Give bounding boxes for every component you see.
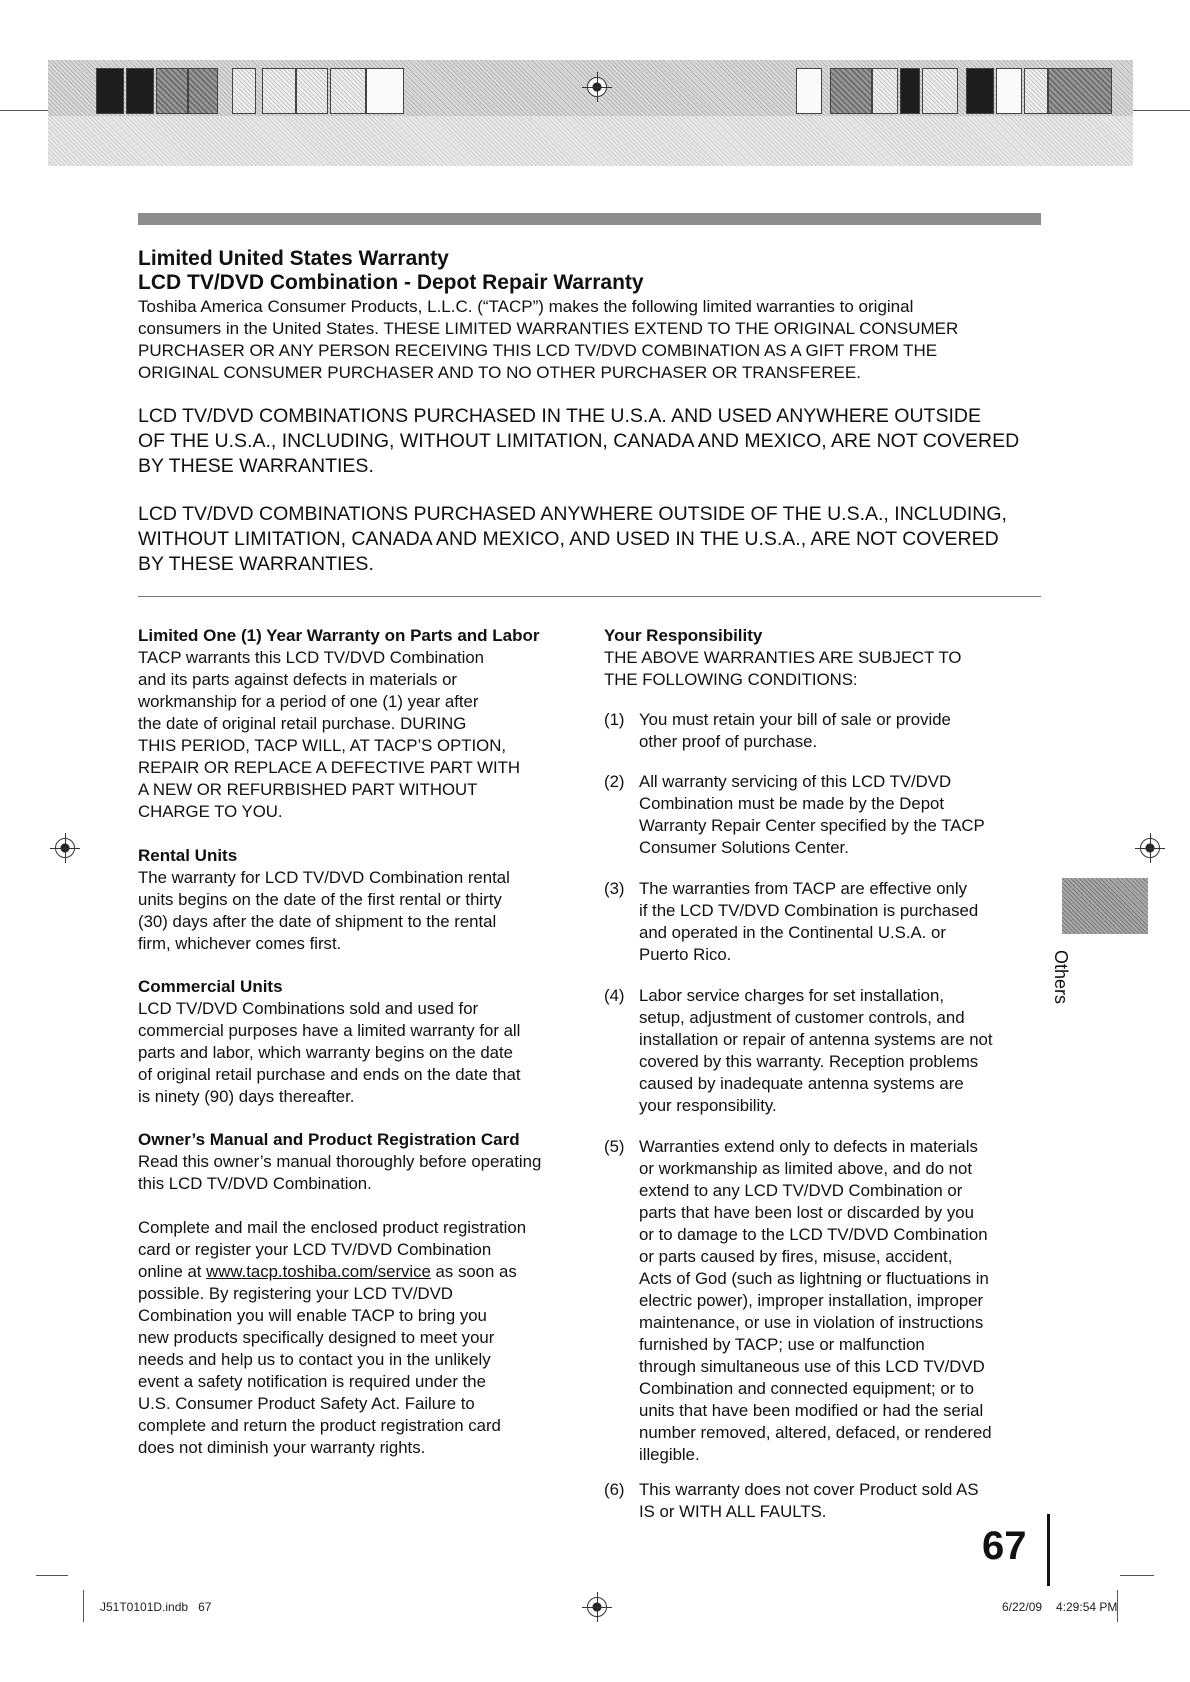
condition-item-4: (4) Labor service charges for set installation, setup, adjustment of customer controls, and installation or repair of antenna systems are not covered by this warranty. Reception problems caused by inadequate antenna systems are your responsibility. <box>604 986 993 1115</box>
warranty-notice-usa: LCD TV/DVD COMBINATIONS PURCHASED IN THE U.S.A. AND USED ANYWHERE OUTSIDE OF THE U.S.A., INCLUDING, WITHOUT LIMITATION, CANADA AND MEXICO, ARE NOT COVERED BY THESE WARRANTIES. <box>138 405 1020 477</box>
registration-link[interactable]: www.tacp.toshiba.com/service <box>206 1262 431 1281</box>
your-responsibility-heading: Your Responsibility <box>604 626 763 645</box>
condition-item-6: (6) This warranty does not cover Product sold AS IS or WITH ALL FAULTS. <box>604 1480 979 1521</box>
footer-time: 4:29:54 PM <box>1056 1600 1118 1614</box>
footer-date: 6/22/09 <box>1002 1600 1043 1614</box>
section-tab-label: Others <box>1051 950 1071 1005</box>
condition-item-3: (3) The warranties from TACP are effective only if the LCD TV/DVD Combination is purchased and operated in the Continental U.S.A. or Puerto Rico. <box>604 879 979 964</box>
page-number-bar <box>1047 1514 1050 1586</box>
owners-manual-heading: Owner’s Manual and Product Registration Card <box>138 1130 520 1149</box>
condition-item-5: (5) Warranties extend only to defects in materials or workmanship as limited above, and do not extend to any LCD TV/DVD Combination or parts that have been lost or discarded by you or to damage to the LCD TV/DVD Combination or parts caused by fires, misuse, accident, Acts of God (such as lightning or fluctuations in electric power), improper installation, improper maintenance, or use in violation of instructions furnished by TACP; use or malfunction through simultaneous use of this LCD TV/DVD Combination and connected equipment; or to units that have been modified or had the serial number removed, altered, defaced, or rendered illegible. <box>604 1137 992 1464</box>
crop-line-left <box>0 110 48 111</box>
crop-mark-bl-h <box>36 1575 68 1576</box>
section-rule-top <box>138 213 1041 225</box>
warranty-subtitle: LCD TV/DVD Combination - Depot Repair Warranty <box>138 271 644 294</box>
parts-labor-heading: Limited One (1) Year Warranty on Parts and Labor <box>138 626 540 645</box>
section-divider <box>138 596 1041 597</box>
warranty-title: Limited United States Warranty <box>138 247 449 270</box>
rental-units-heading: Rental Units <box>138 846 238 865</box>
section-tab-others <box>1062 878 1148 934</box>
commercial-units-text: LCD TV/DVD Combinations sold and used for commercial purposes have a limited warranty for all parts and labor, which warranty begins on the date of original retail purchase and ends on the date that is ninety (90) days thereafter. <box>138 999 521 1106</box>
registration-text: Complete and mail the enclosed product registration card or register your LCD TV/DVD Combination online at www.tacp.toshiba.com/service as soon as possible. By registering your LCD TV/DVD Combination you will enable TACP to bring you new products specifically designed to meet your needs and help us to contact you in the unlikely event a safety notification is required under the U.S. Consumer Product Safety Act. Failure to complete and return the product registration card does not diminish your warranty rights. <box>138 1218 527 1457</box>
condition-item-2: (2) All warranty servicing of this LCD TV/DVD Combination must be made by the Depot Warranty Repair Center specified by the TACP Consumer Solutions Center. <box>604 772 985 857</box>
registration-mark-bottom <box>587 1597 607 1617</box>
owners-manual-text: Read this owner’s manual thoroughly before operating this LCD TV/DVD Combination. <box>138 1152 542 1193</box>
crop-mark-bl-v <box>83 1590 84 1622</box>
warranty-intro: Toshiba America Consumer Products, L.L.C. (“TACP”) makes the following limited warranties to original consumers in the United States. THESE LIMITED WARRANTIES EXTEND TO THE ORIGINAL CONSUMER PURCHASER OR ANY PERSON RECEIVING THIS LCD TV/DVD COMBINATION AS A GIFT FROM THE ORIGINAL CONSUMER PURCHASER AND TO NO OTHER PURCHASER OR TRANSFEREE. <box>138 297 959 382</box>
rental-units-text: The warranty for LCD TV/DVD Combination rental units begins on the date of the first rental or thirty (30) days after the date of shipment to the rental firm, whichever comes first. <box>138 868 510 953</box>
condition-item-1: (1) You must retain your bill of sale or provide other proof of purchase. <box>604 710 951 751</box>
crop-mark-br-h <box>1120 1575 1154 1576</box>
parts-labor-text: TACP warrants this LCD TV/DVD Combination and its parts against defects in materials or workmanship for a period of one (1) year after the date of original retail purchase. DURING THIS PERIOD, TACP WILL, AT TACP’S OPTION, REPAIR OR REPLACE A DEFECTIVE PART WITH A NEW OR REFURBISHED PART WITHOUT CHARGE TO YOU. <box>138 648 521 821</box>
warranty-notice-outside: LCD TV/DVD COMBINATIONS PURCHASED ANYWHERE OUTSIDE OF THE U.S.A., INCLUDING, WITHOUT LIMITATION, CANADA AND MEXICO, AND USED IN THE U.S.A., ARE NOT COVERED BY THESE WARRANTIES. <box>138 503 1007 575</box>
commercial-units-heading: Commercial Units <box>138 977 283 996</box>
registration-mark-top <box>587 77 607 97</box>
registration-mark-right <box>1140 838 1160 858</box>
conditions-intro: THE ABOVE WARRANTIES ARE SUBJECT TO THE FOLLOWING CONDITIONS: <box>604 648 962 689</box>
footer-file-name: J51T0101D.indb 67 <box>100 1600 212 1614</box>
crop-line-right <box>1133 110 1190 111</box>
page-number: 67 <box>982 1524 1027 1568</box>
registration-mark-left <box>55 838 75 858</box>
